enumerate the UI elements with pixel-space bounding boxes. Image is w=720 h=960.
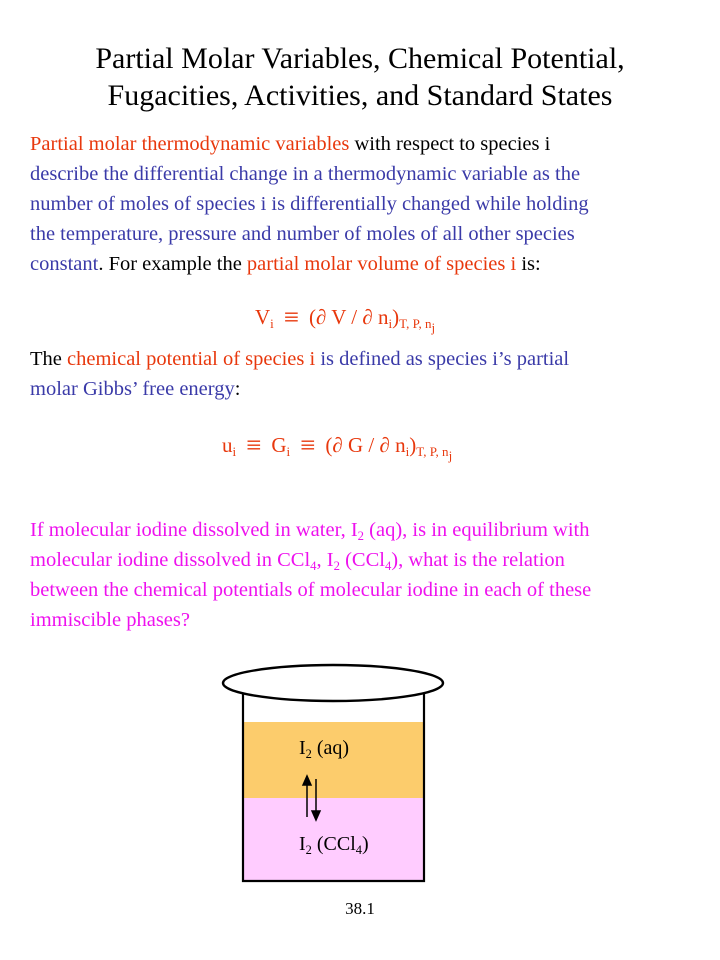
aq-sub: 2 xyxy=(305,746,312,761)
eq2-mid: G xyxy=(271,433,287,457)
term-chemical-potential: chemical potential of species i xyxy=(67,348,316,370)
q-line-2e: (CCl xyxy=(339,549,385,571)
eq2-n-sub: i xyxy=(405,444,410,460)
q-line-2g: ), what is the relation xyxy=(391,549,565,571)
aqueous-layer xyxy=(243,722,424,798)
eq2-equiv-1: ≡ xyxy=(246,430,262,460)
aqueous-iodine-label xyxy=(299,737,349,760)
q-line-1a: If molecular iodine dissolved in water, I xyxy=(30,519,358,541)
eq2-open: (∂ G / ∂ n xyxy=(325,433,406,457)
text-with-respect: with respect to species i xyxy=(349,133,551,155)
iodine-question-paragraph xyxy=(30,515,698,635)
eq1-n-sub: i xyxy=(388,316,393,332)
partial-molar-paragraph xyxy=(30,129,698,279)
ccl4-sub-4: 4 xyxy=(355,842,362,857)
aq-phase: (aq) xyxy=(311,737,350,759)
eq1-close: ) xyxy=(392,305,400,329)
q-sub-1: 2 xyxy=(357,529,365,544)
q-line-4: immiscible phases? xyxy=(30,609,190,631)
definition-line-2: number of moles of species i is differentially changed while holding xyxy=(30,193,589,215)
eq1-cond-sub: j xyxy=(431,320,436,336)
q-sub-2: 4 xyxy=(310,559,317,574)
ccl4-sub-2: 2 xyxy=(305,842,312,857)
eq2-lhs-sub: i xyxy=(232,444,237,460)
title-line-1: Partial Molar Variables, Chemical Potential, xyxy=(95,42,625,75)
aq-i: I xyxy=(299,737,306,759)
ccl4-i: I xyxy=(299,833,306,855)
eq1-lhs: V xyxy=(255,305,271,329)
definition-line-4: constant xyxy=(30,253,99,275)
ccl4-phase-close: ) xyxy=(361,833,369,855)
beaker-rim xyxy=(223,665,443,701)
term-partial-molar-volume: partial molar volume of species i xyxy=(246,253,517,275)
chemical-potential-equation xyxy=(222,430,453,464)
q-line-1c: (aq), is in equilibrium with xyxy=(364,519,590,541)
page-number: 38.1 xyxy=(345,899,375,918)
term-partial-molar-variables: Partial molar thermodynamic variables xyxy=(30,133,350,155)
definition-line-1: describe the differential change in a thermodynamic variable as the xyxy=(30,163,581,185)
eq1-equiv: ≡ xyxy=(283,302,300,332)
partial-molar-volume-equation xyxy=(255,302,436,336)
ccl4-phase-open: (CCl xyxy=(311,833,356,855)
title-line-2: Fugacities, Activities, and Standard States xyxy=(107,79,613,112)
eq2-close: ) xyxy=(409,433,417,457)
eq2-cond: T, P, n xyxy=(416,444,449,460)
q-line-2c: , I xyxy=(316,549,334,571)
text-for-example: . For example the xyxy=(98,253,247,275)
ccl4-iodine-label xyxy=(299,833,369,856)
chemical-potential-paragraph xyxy=(30,344,698,404)
eq2-equiv-2: ≡ xyxy=(300,430,316,460)
text-the: The xyxy=(30,348,67,370)
chem-def-line-2: molar Gibbs’ free energy xyxy=(30,378,235,400)
definition-line-3: the temperature, pressure and number of moles of all other species xyxy=(30,223,575,245)
eq2-cond-sub: j xyxy=(448,448,453,464)
q-line-2a: molecular iodine dissolved in CCl xyxy=(30,549,311,571)
eq1-cond: T, P, n xyxy=(399,316,432,332)
eq2-lhs: u xyxy=(222,433,233,457)
eq2-mid-sub: i xyxy=(286,444,291,460)
q-sub-4: 4 xyxy=(384,559,392,574)
chem-def-line-1: is defined as species i’s partial xyxy=(315,348,570,370)
q-line-3: between the chemical potentials of molecular iodine in each of these xyxy=(30,579,592,601)
slide-title xyxy=(20,40,700,114)
q-sub-3: 2 xyxy=(333,559,340,574)
eq1-lhs-sub: i xyxy=(270,316,274,332)
eq1-open: (∂ V / ∂ n xyxy=(309,305,389,329)
text-is: is: xyxy=(516,253,541,275)
text-colon: : xyxy=(234,378,241,400)
